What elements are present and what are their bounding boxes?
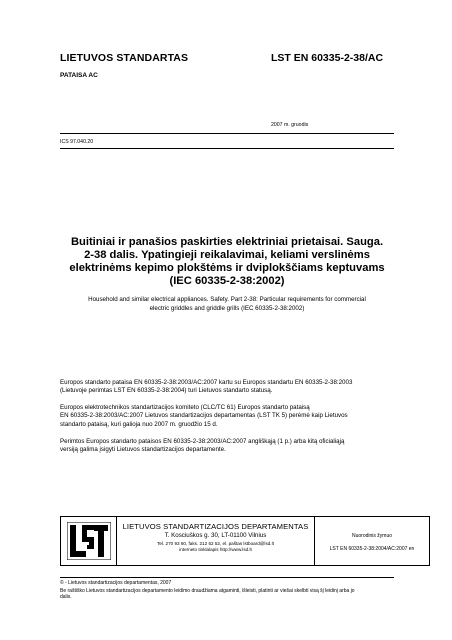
title-line: (IEC 60335-2-38:2002) bbox=[169, 275, 285, 287]
standard-code: LST EN 60335-2-38/AC bbox=[271, 52, 384, 64]
title-line: elektrinėms kepimo plokštėms ir dviplokščiams keptuvams bbox=[69, 262, 385, 274]
reference-cell bbox=[315, 517, 429, 565]
organization-name: LIETUVOS STANDARTIZACIJOS DEPARTAMENTAS bbox=[122, 522, 309, 531]
copyright: © - Lietuvos standartizacijos departamentas, 2007 bbox=[60, 580, 172, 586]
paragraph-line: Europos elektrotechnikos standartizacijos komiteto (CLC/TC 61) Europos standarto pataisą bbox=[60, 404, 310, 411]
paragraph-line: versiją galima įsigyti Lietuvos standartizacijos departamente. bbox=[60, 446, 226, 454]
organization-contacts: Tel. 270 93 60, faks. 212 62 52, el. paštas lstboard@lsd.lt bbox=[157, 541, 274, 546]
title-line: Buitiniai ir panašios paskirties elektriniai prietaisai. Sauga. bbox=[70, 236, 384, 248]
reference-code: LST EN 60335-2-38:2004/AC:2007 en bbox=[329, 546, 415, 552]
legal-notice bbox=[60, 588, 400, 601]
standard-label: LIETUVOS STANDARTAS bbox=[60, 52, 189, 64]
notice-line: dalis. bbox=[60, 594, 72, 601]
divider-ics bbox=[60, 148, 394, 149]
title-line: 2-38 dalis. Ypatingieji reikalavimai, keliami verslinėms bbox=[84, 249, 370, 261]
publisher-box bbox=[60, 516, 430, 566]
organization-cell bbox=[117, 517, 315, 565]
lst-logo-icon bbox=[67, 522, 111, 560]
subtitle-line: electric griddles and griddle grills (IEC 60335-2-38:2002) bbox=[149, 304, 305, 312]
ics-code: ICS 97.040.20 bbox=[60, 139, 94, 145]
organization-website: interneto tinklalapis http://www.lsd.lt bbox=[179, 547, 252, 552]
paragraph-line: (Lietuvoje perimtas LST EN 60335-2-38:2004) turi Lietuvos standarto statusą. bbox=[60, 387, 273, 395]
body-paragraph bbox=[60, 379, 394, 396]
divider-top bbox=[60, 133, 394, 134]
amendment-label: PATAISA AC bbox=[60, 72, 98, 79]
organization-address: T. Kosciuškos g. 30, LT-01100 Vilnius bbox=[164, 532, 267, 539]
reference-label: Nuorodinis žymuo bbox=[351, 533, 393, 539]
paragraph-line: Europos standarto pataisa EN 60335-2-38:2003/AC:2007 kartu su Europos standartu EN 60335-2-38:2003 bbox=[60, 379, 353, 386]
document-title-lt bbox=[60, 236, 394, 288]
publication-date: 2007 m. gruodis bbox=[271, 122, 309, 128]
body-paragraph bbox=[60, 438, 394, 455]
paragraph-line: EN 60335-2-38:2003/AC:2007 Lietuvos standartizacijos departamentas (LST TK 5) perėmė kaip Lietuvos bbox=[60, 412, 348, 420]
body-paragraph bbox=[60, 404, 394, 429]
logo-cell bbox=[61, 517, 117, 565]
divider-bottom bbox=[60, 577, 394, 578]
document-title-en bbox=[60, 296, 394, 313]
subtitle-line: Household and similar electrical appliances. Safety. Part 2-38: Particular requirements for commercial bbox=[88, 296, 366, 303]
paragraph-line: Perimtos Europos standarto pataisos EN 60335-2-38:2003/AC:2007 angliškąją (1 p.) arba kitą oficialiąją bbox=[60, 438, 345, 445]
paragraph-line: standarto pataisą, kuri galioja nuo 2007 m. gruodžio 15 d. bbox=[60, 420, 218, 428]
notice-line: Be raštiško Lietuvos standartizacijos departamento leidimo draudžiama atgaminti, išleisti, platinti ar viešai skelbti visą šį leidinį arba jo bbox=[60, 588, 355, 594]
